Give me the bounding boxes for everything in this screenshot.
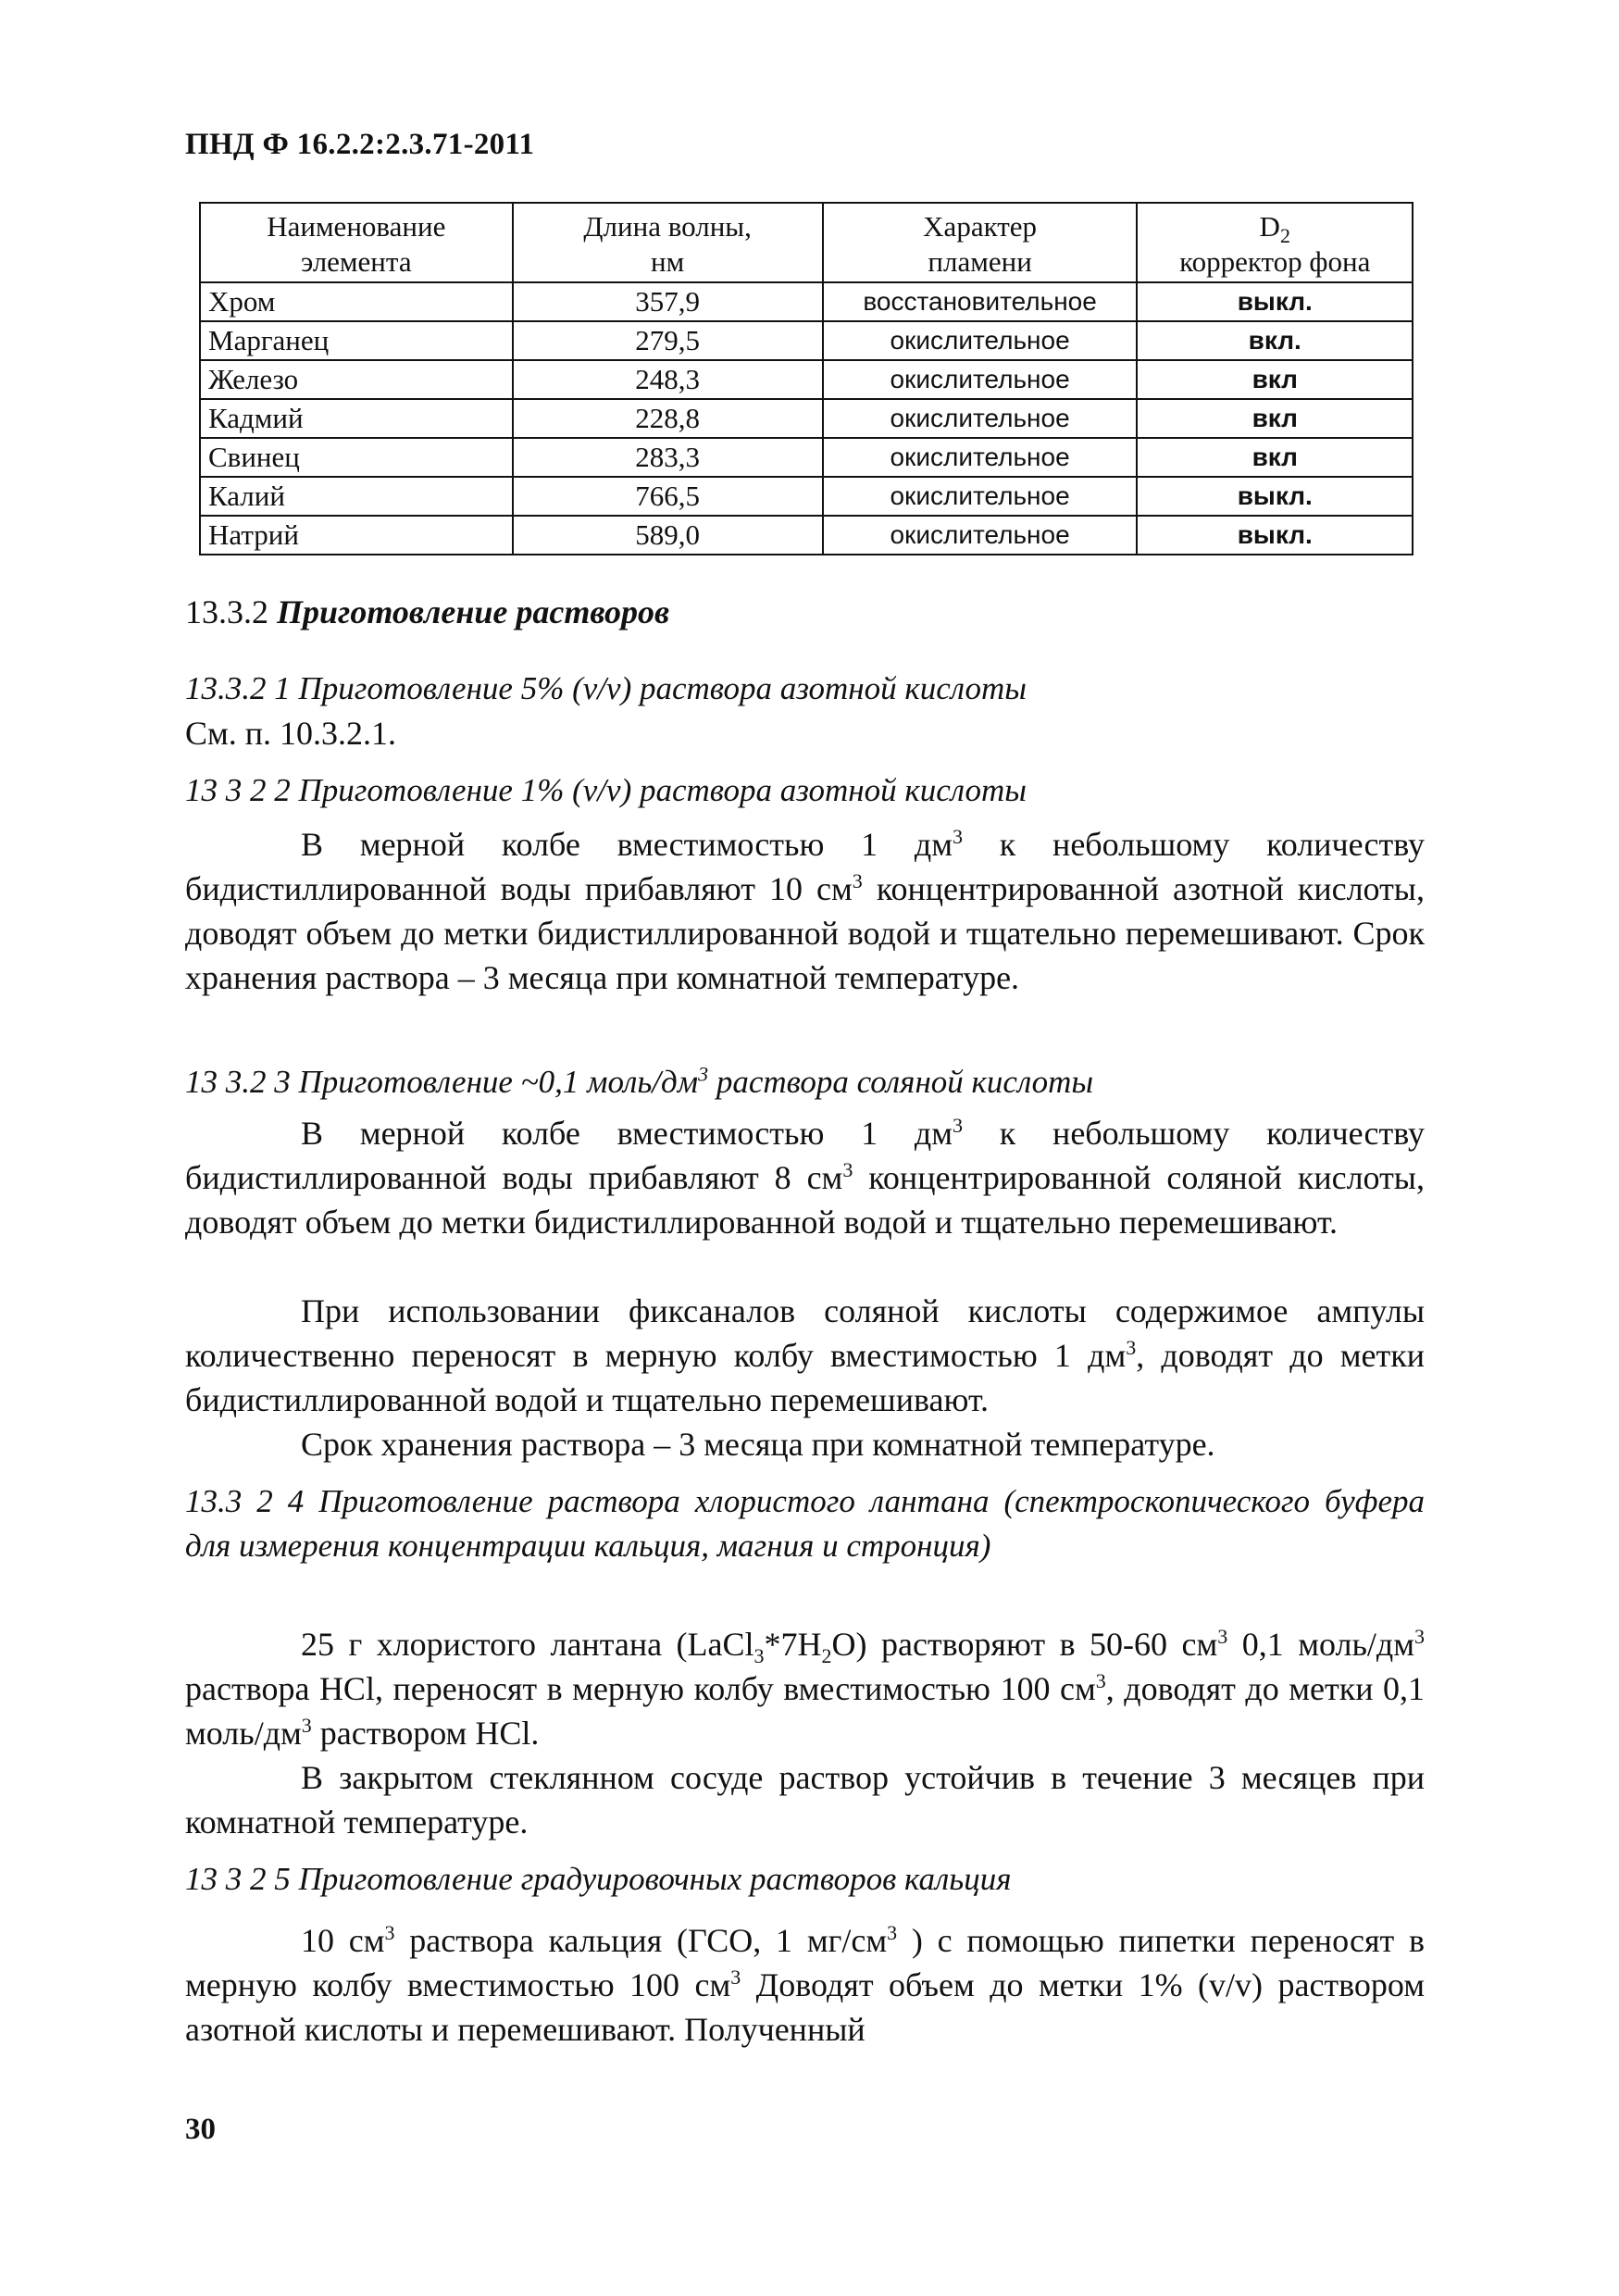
table-row (200, 438, 1413, 477)
subsection-3-paragraph-1: В мерной колбе вместимостью 1 $дм^3$ к небольшому количеству бидистиллированной воды прибавляют 8 $см^3$ концентрированной соляной кислоты, доводят объем до метки бидистиллированной водой и тщательно перемешивают. (185, 1114, 1425, 1241)
cell-element-name: Калий (200, 477, 513, 516)
subsection-4-paragraph-2: В закрытом стеклянном сосуде раствор устойчив в течение 3 месяцев при комнатной температуре. (185, 1759, 1425, 1841)
subsection-2-paragraph: В мерной колбе вместимостью 1 $дм^3$ к небольшому количеству бидистиллированной воды прибавляют 10 $см^3$ концентрированной азотной кислоты, доводят объем до метки бидистиллированной водой и тщательно перемешивают. Срок хранения раствора – 3 месяца при комнатной температуре. (185, 825, 1425, 996)
subsection-3-paragraph-2: При использовании фиксаналов соляной кислоты содержимое ампулы количественно переносят в мерную колбу вместимостью 1 $дм^3$, доводят до метки бидистиллированной водой и тщательно перемешивают. (185, 1292, 1426, 1418)
page-number: 30 (185, 2113, 216, 2146)
cell-flame: окислительное (823, 321, 1138, 360)
subsection-heading-2: 13 3 2 2 Приготовление 1% (v/v) раствора азотной кислоты (185, 772, 1027, 808)
cell-element-name: Кадмий (200, 399, 513, 438)
table-row (200, 477, 1413, 516)
table-row (200, 360, 1413, 399)
table-row (200, 516, 1413, 555)
cell-wavelength: 766,5 (513, 477, 823, 516)
section-heading (185, 593, 669, 631)
cell-corrector: выкл. (1137, 282, 1413, 321)
cell-corrector: вкл. (1137, 321, 1413, 360)
cell-flame: восстановительное (823, 282, 1138, 321)
cell-wavelength: 589,0 (513, 516, 823, 555)
cell-corrector: выкл. (1137, 516, 1413, 555)
cell-flame: окислительное (823, 438, 1138, 477)
cell-element-name: Марганец (200, 321, 513, 360)
cell-wavelength: 228,8 (513, 399, 823, 438)
cell-corrector: выкл. (1137, 477, 1413, 516)
document-code: ПНД Ф 16.2.2:2.3.71-2011 (185, 128, 535, 161)
table-row (200, 399, 1413, 438)
cell-flame: окислительное (823, 516, 1138, 555)
cell-flame: окислительное (823, 360, 1138, 399)
column-header-name: Наименование элемента (200, 203, 513, 282)
column-header-flame: Характер пламени (823, 203, 1138, 282)
table-header-row (200, 203, 1413, 282)
subsection-5-paragraph: 10 $см^3$ раствора кальция (ГСО, 1 $мг/см^3$ ) с помощью пипетки переносят в мерную колбу вместимостью 100 $см^3$ Доводят объем до метки 1% (v/v) раствором азотной кислоты и перемешивают. Полученный (185, 1921, 1426, 2048)
cell-flame: окислительное (823, 477, 1138, 516)
section-number: 13.3.2 (185, 593, 268, 630)
element-parameters-table (199, 202, 1414, 555)
subsection-heading-4: 13.3 2 4 Приготовление раствора хлористого лантана (спектроскопического буфера для измерения концентрации кальция, магния и стронция) (185, 1483, 1426, 1564)
subsection-3-paragraph-3: Срок хранения раствора – 3 месяца при комнатной температуре. (301, 1426, 1215, 1463)
cell-element-name: Свинец (200, 438, 513, 477)
subsection-heading-1: 13.3.2 1 Приготовление 5% (v/v) раствора азотной кислоты (185, 670, 1027, 706)
subsection-heading-3: 13 3.2 3 Приготовление ~0,1 моль/$дм^3$ раствора соляной кислоты (185, 1062, 1094, 1100)
column-header-wavelength: Длина волны, нм (513, 203, 823, 282)
cell-element-name: Хром (200, 282, 513, 321)
cell-corrector: вкл (1137, 360, 1413, 399)
cell-corrector: вкл (1137, 438, 1413, 477)
cell-wavelength: 279,5 (513, 321, 823, 360)
column-header-corrector: $D_2$ корректор фона (1137, 203, 1413, 282)
cell-corrector: вкл (1137, 399, 1413, 438)
table-row (200, 321, 1413, 360)
subsection-heading-5: 13 3 2 5 Приготовление градуировочных растворов кальция (185, 1861, 1012, 1897)
table-row (200, 282, 1413, 321)
cell-wavelength: 248,3 (513, 360, 823, 399)
cell-wavelength: 283,3 (513, 438, 823, 477)
cell-wavelength: 357,9 (513, 282, 823, 321)
section-title: Приготовление растворов (277, 593, 670, 630)
subsection-4-paragraph-1: 25 г хлористого лантана $(LaCl_3*7H_2O)$ растворяют в 50-60 $см^3$ 0,1 моль/$дм^3$ раствора HCl, переносят в мерную колбу вместимостью 100 $см^3$, доводят до метки 0,1 моль/$дм^3$ раствором HCl. (185, 1625, 1426, 1752)
cell-flame: окислительное (823, 399, 1138, 438)
cell-element-name: Железо (200, 360, 513, 399)
subsection-1-text: См. п. 10.3.2.1. (185, 715, 397, 752)
cell-element-name: Натрий (200, 516, 513, 555)
